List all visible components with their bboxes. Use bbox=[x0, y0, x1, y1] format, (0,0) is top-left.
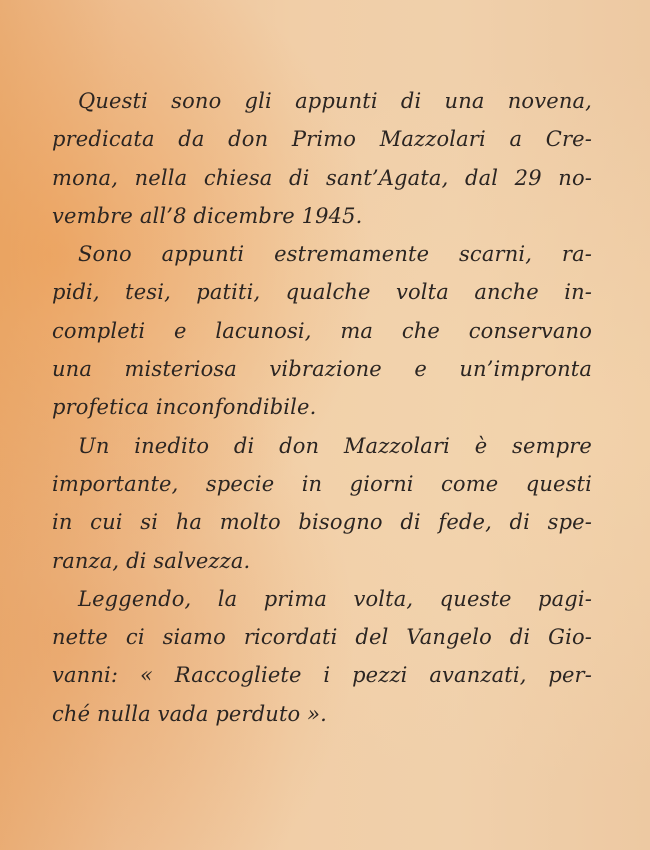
text-line: Un inedito di don Mazzolari è sempre bbox=[78, 433, 592, 458]
text-line: ché nulla vada perduto ». bbox=[52, 701, 327, 726]
text-line: in cui si ha molto bisogno di fede, di spe- bbox=[52, 510, 592, 535]
paragraph-4 bbox=[52, 580, 592, 733]
text-line: Leggendo, la prima volta, queste pagi- bbox=[78, 586, 592, 611]
text-line: Questi sono gli appunti di una novena, bbox=[78, 89, 592, 113]
text-line: nette ci siamo ricordati del Vangelo di Gio- bbox=[52, 625, 592, 650]
text-line: profetica inconfondibile. bbox=[52, 395, 317, 420]
paragraph-3 bbox=[52, 427, 592, 580]
text-line: ranza, di salvezza. bbox=[52, 548, 251, 573]
paragraph-1 bbox=[52, 82, 592, 235]
text-line: una misteriosa vibrazione e un’impronta bbox=[52, 357, 592, 382]
text-line: mona, nella chiesa di sant’Agata, dal 29 no- bbox=[52, 165, 592, 190]
text-line: vembre all’8 dicembre 1945. bbox=[52, 203, 363, 228]
text-line: predicata da don Primo Mazzolari a Cre- bbox=[52, 127, 592, 152]
text-line: Sono appunti estremamente scarni, ra- bbox=[78, 242, 592, 267]
text-body bbox=[52, 82, 592, 733]
text-line: vanni: « Raccogliete i pezzi avanzati, per- bbox=[52, 663, 592, 688]
paragraph-2 bbox=[52, 235, 592, 426]
text-line: completi e lacunosi, ma che conservano bbox=[52, 318, 592, 343]
text-line: pidi, tesi, patiti, qualche volta anche in- bbox=[52, 280, 592, 305]
text-line: importante, specie in giorni come questi bbox=[52, 471, 592, 496]
